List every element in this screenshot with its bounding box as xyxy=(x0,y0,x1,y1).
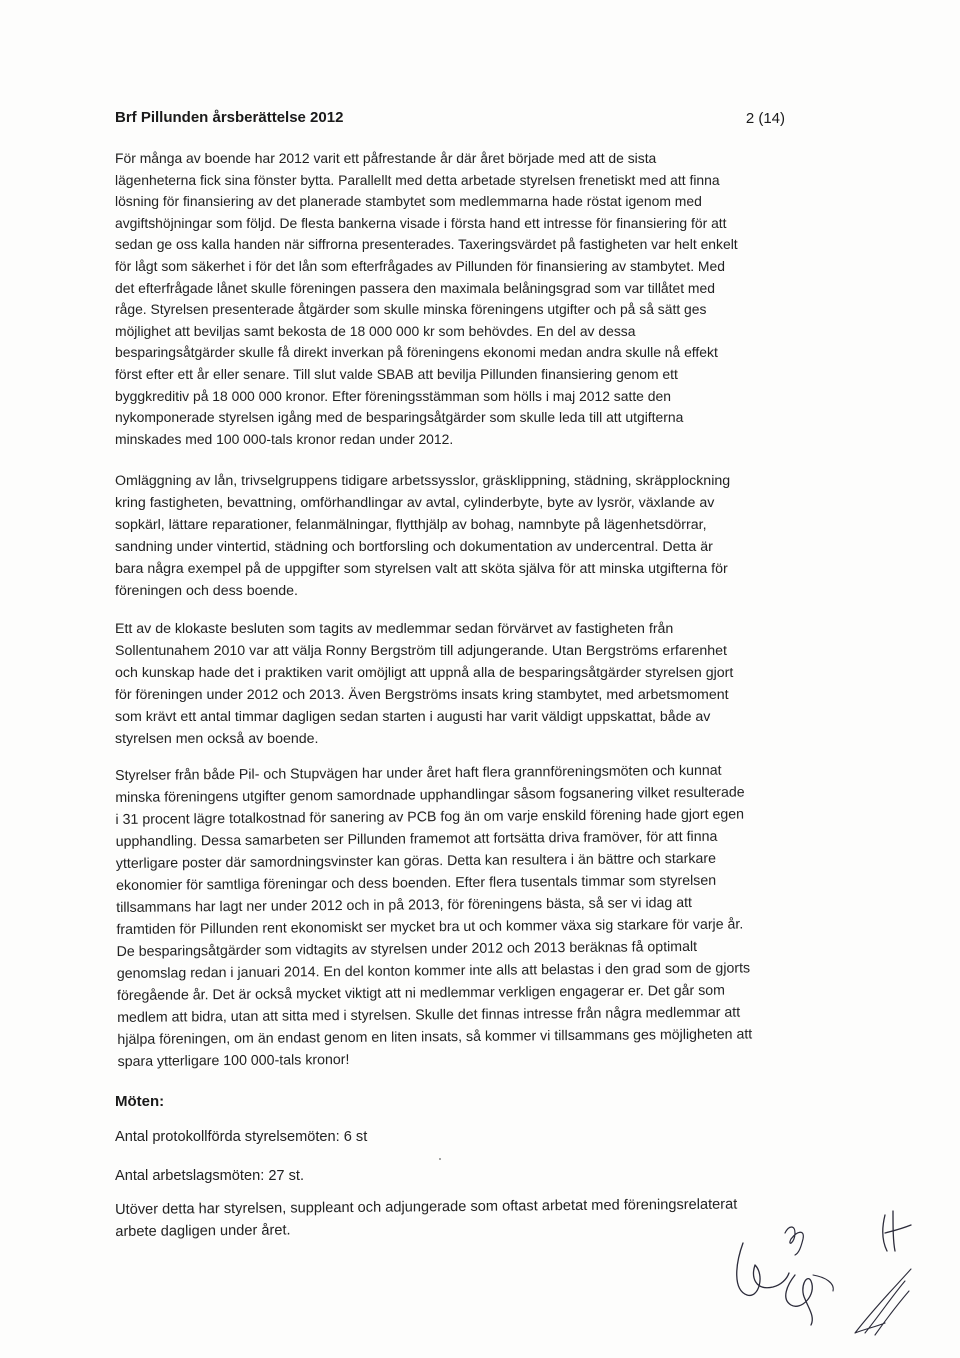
text-line: avgiftshöjningar som följd. De flesta bankerna visade i första hand ett intresse för finansiering för att xyxy=(115,214,727,231)
text-line: sedan ge oss kalla handen när siffrorna presenterades. Taxeringsvärdet på fastigheten var helt enkelt xyxy=(115,236,738,253)
text-line: medlem att bidra, utan att sitta med i styrelsen. Skulle det finnas intresse från några medlemmar att xyxy=(117,1004,741,1026)
text-line: upphandling. Dessa samarbeten ser Pillunden framemot att fortsätta driva framöver, för att finna xyxy=(115,828,718,850)
text-line: De besparingsåtgärder som vidtagits av styrelsen under 2012 och 2013 beräknas få optimalt xyxy=(116,938,698,960)
text-line: föreningen och dess boende. xyxy=(115,583,299,599)
text-line: hjälpa föreningen, om än endast genom en liten insats, så kommer vi tillsammans ges möjligheten att xyxy=(117,1026,753,1048)
text-line: minskades med 100 000-tals kronor redan under 2012. xyxy=(115,430,454,447)
text-line: byggkreditiv på 18 000 000 kronor. Efter föreningsstämman som hölls i maj 2012 satte den xyxy=(115,387,671,404)
text-line: spara ytterligare 100 000-tals kronor! xyxy=(117,1051,350,1070)
work-meetings-count: Antal arbetslagsmöten: 27 st. xyxy=(115,1168,305,1184)
text-line: för lågt som säkerhet i för det lån som efterfrågades av Pillunden för finansiering av stambytet. Med xyxy=(115,257,725,274)
text-line: framtiden för Pillunden rent ekonomiskt ser mycket bra ut och kommer växa sig starkare för varje år. xyxy=(116,916,744,938)
text-line: ytterligare poster där samordningsvinster kan göras. Detta kan resultera i än bättre och starkare xyxy=(115,850,717,872)
text-line: styrelsen men också av boende. xyxy=(115,731,319,747)
paragraph-financing xyxy=(115,148,738,450)
paragraph-bergstrom xyxy=(115,618,733,750)
text-line: lösning för finansiering av det planerade stambytet som medlemmarna hade röstat igenom med xyxy=(115,193,702,210)
text-line: och kunskap hade det i praktiken varit omöjligt att uppnå alla de besparingsåtgärder styrelsen gjort xyxy=(115,665,734,681)
text-line: sopkärl, lättare reparationer, felanmälningar, flytthjälp av bohag, namnbyte på lägenhetsdörrar, xyxy=(115,517,707,533)
text-line: råge. Styrelsen presenterade åtgärder som skulle minska föreningens utgifter och på så sätt ges xyxy=(115,301,707,318)
board-meetings-count: Antal protokollförda styrelsemöten: 6 st xyxy=(115,1129,368,1145)
text-line: kring fastigheten, bevattning, omförhandlingar av avtal, cylinderbyte, byte av lysrör, växlande av xyxy=(115,495,715,511)
text-line: besparingsåtgärder skulle få direkt inverkan på föreningens ekonomi medan andra skulle nå effekt xyxy=(115,344,718,361)
text-line: För många av boende har 2012 varit ett påfrestande år där året började med att de sista xyxy=(115,150,657,166)
text-line: Ett av de klokaste besluten som tagits av medlemmar sedan förvärvet av fastigheten från xyxy=(115,621,674,637)
text-line: nykomponerade styrelsen igång med de besparingsåtgärder som skulle leda till att utgifterna xyxy=(115,409,684,426)
handwritten-signatures xyxy=(725,1195,925,1345)
paragraph-cooperation xyxy=(115,759,753,1073)
text-line: ekonomier för samtliga föreningar och dess boenden. Efter flera tusentals timmar som styrelsen xyxy=(115,872,717,894)
text-line: först efter ett år eller senare. Till slut valde SBAB att bevilja Pillunden finansiering genom ett xyxy=(115,365,678,382)
text-line: för föreningen under 2012 och 2013. Även Bergströms insats kring stambytet, med arbetsmoment xyxy=(115,687,729,703)
signature-strokes xyxy=(737,1211,911,1335)
text-line: Sollentunahem 2010 var att välja Ronny Bergström till adjungerande. Utan Bergströms erfarenhet xyxy=(115,643,727,659)
text-line: Omläggning av lån, trivselgruppens tidigare arbetssysslor, gräsklippning, städning, skräpplockning xyxy=(115,473,731,489)
text-line: föregående år. Det är också mycket viktigt att ni medlemmar verkligen engagerar er. Det går som xyxy=(116,982,726,1004)
text-line: Styrelser från både Pil- och Stupvägen har under året haft flera grannföreningsmöten och kunnat xyxy=(115,762,722,784)
text-line: tillsammans har lagt ner under 2012 och in på 2013, för föreningens bästa, så ser vi idag att xyxy=(116,894,693,916)
text-line: som krävt ett antal timmar dagligen sedan starten i augusti har varit väldigt uppskattat, både av xyxy=(115,709,711,725)
text-line: det efterfrågade lånet skulle föreningen passera den maximala belåningsgrad som var tillåtet med xyxy=(115,279,715,296)
scan-speck xyxy=(439,1158,441,1160)
text-line: sandning under vintertid, städning och bortforsling och dokumentation av undercentral. Detta är xyxy=(115,539,713,555)
text-line: Utöver detta har styrelsen, suppleant och adjungerade som oftast arbetat med föreningsrelaterat xyxy=(115,1196,738,1218)
text-line: arbete dagligen under året. xyxy=(115,1222,291,1240)
text-line: bara några exempel på de uppgifter som styrelsen valt att sköta själva för att minska utgifterna för xyxy=(115,561,728,577)
page-number: 2 (14) xyxy=(745,110,785,127)
document-title: Brf Pillunden årsberättelse 2012 xyxy=(115,109,344,126)
text-line: i 31 procent lägre totalkostnad för sanering av PCB fog än om varje enskild förening hade gjort egen xyxy=(115,806,745,828)
paragraph-tasks xyxy=(115,470,730,602)
signature-drawing xyxy=(725,1195,925,1345)
paragraph-closing xyxy=(115,1194,738,1243)
meetings-heading: Möten: xyxy=(115,1093,165,1110)
text-line: minska föreningens utgifter genom samordnade upphandlingar såsom fogsanering vilket resulterade xyxy=(115,784,745,806)
page-header xyxy=(115,109,785,131)
text-line: möjlighet att beviljas samt bekosta de 18 000 000 kr som behövdes. En del av dessa xyxy=(115,322,636,339)
text-line: lägenheterna fick sina fönster bytta. Parallellt med detta arbetade styrelsen frenetiskt med att finna xyxy=(115,171,720,188)
text-line: genomslag redan i januari 2014. En del konton kommer inte alls att belastas i den grad som de gjorts xyxy=(116,960,751,982)
